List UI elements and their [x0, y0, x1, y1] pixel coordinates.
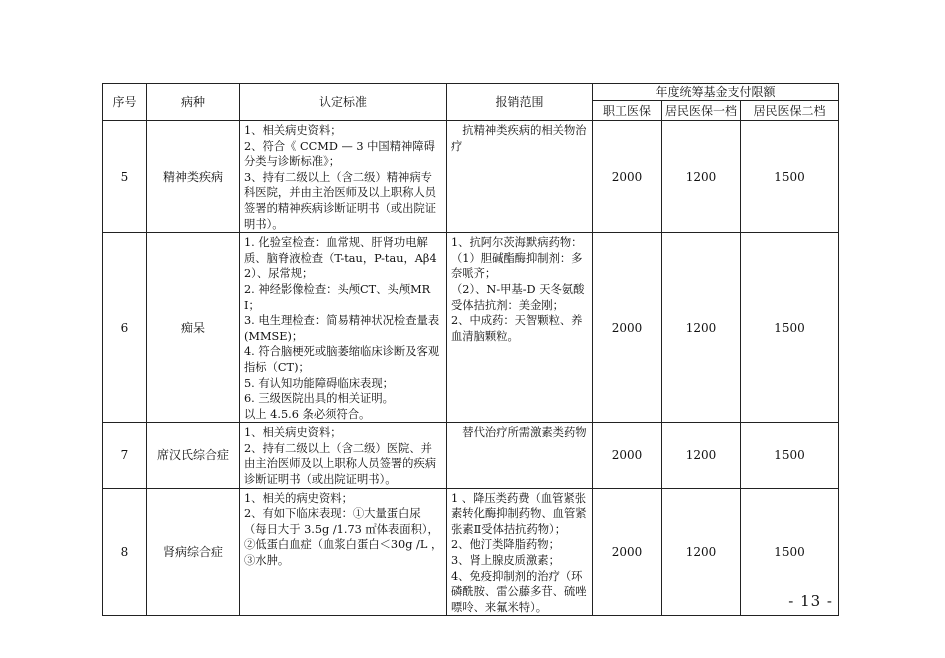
row-disease: 精神类疾病: [147, 121, 240, 233]
scope-line: 2、他汀类降脂药物；: [451, 538, 560, 552]
insurance-disease-table: [102, 83, 839, 616]
criteria-line: 4. 符合脑梗死或脑萎缩临床诊断及客观指标（CT)；: [244, 345, 440, 374]
row-limit-resident-2: 1500: [741, 233, 839, 423]
row-limit-employee: 2000: [593, 121, 662, 233]
row-limit-resident-1: 1200: [662, 488, 741, 616]
criteria-line: 5. 有认知功能障碍临床表现；: [244, 376, 394, 390]
row-scope: [447, 233, 593, 423]
criteria-line: 1、相关的病史资料；: [244, 491, 353, 505]
row-seq: 8: [103, 488, 147, 616]
scope-line: （1）胆碱酯酶抑制剂：多奈哌齐；: [451, 251, 583, 281]
scope-line: 1 、降压类药费（血管紧张素转化酶抑制药物、血管紧张素Ⅱ受体拮抗药物）；: [451, 491, 587, 536]
header-limit-group: 年度统筹基金支付限额: [593, 84, 839, 101]
row-limit-resident-2: 1500: [741, 423, 839, 488]
row-limit-resident-2: 1500: [741, 121, 839, 233]
row-disease: 席汉氏综合症: [147, 423, 240, 488]
header-criteria: 认定标准: [240, 84, 447, 121]
header-resident-tier2: 居民医保二档: [741, 101, 839, 121]
criteria-line: 6. 三级医院出具的相关证明。: [244, 392, 394, 406]
row-limit-resident-2: 1500: [741, 488, 839, 616]
criteria-line: 1、相关病史资料；: [244, 426, 342, 440]
criteria-line: 3、持有二级以上（含二级）精神病专科医院，并由主治医师及以上职称人员签署的精神疾病诊断证明书（或出院证明书）。: [244, 170, 437, 231]
scope-line: 替代治疗所需激素类药物: [451, 426, 587, 440]
scope-line: 抗精神类疾病的相关物治疗: [451, 124, 587, 153]
row-criteria: [240, 121, 447, 233]
criteria-line: 2. 神经影像检查：头颅CT、头颅MRI；: [244, 282, 431, 312]
row-limit-employee: 2000: [593, 233, 662, 423]
row-limit-employee: 2000: [593, 488, 662, 616]
row-seq: 7: [103, 423, 147, 488]
row-limit-employee: 2000: [593, 423, 662, 488]
criteria-line: 1、相关病史资料；: [244, 124, 342, 137]
row-limit-resident-1: 1200: [662, 233, 741, 423]
scope-line: 4、免疫抑制剂的治疗（环磷酰胺、雷公藤多苷、硫唑嘌呤、来氟米特）。: [451, 569, 587, 614]
criteria-line: 2、有如下临床表现：①大量蛋白尿（每日大于 3.5g /1.73 ㎡体表面积），②低蛋白血症（血浆白蛋白＜30g /L ，③水肿。: [244, 507, 443, 568]
row-seq: 5: [103, 121, 147, 233]
row-seq: 6: [103, 233, 147, 423]
criteria-line: 3. 电生理检查：简易精神状况检查量表(MMSE)；: [244, 314, 440, 343]
criteria-line: 2、持有二级以上（含二级）医院、并由主治医师及以上职称人员签署的疾病诊断证明书（或出院证明书）。: [244, 441, 437, 487]
scope-line: （2）、N-甲基-D 天冬氨酸受体拮抗剂：美金刚；: [451, 282, 585, 312]
table-row: [103, 233, 839, 423]
criteria-line: 2、符合《 CCMD — 3 中国精神障碍分类与诊断标准》；: [244, 139, 435, 169]
criteria-line: 以上 4.5.6 条必须符合。: [244, 407, 371, 421]
criteria-line: 1. 化验室检查：血常规、肝肾功电解质、脑脊液检查（T-tau，P-tau，Aβ42）、尿常规；: [244, 236, 437, 281]
row-criteria: [240, 233, 447, 423]
header-scope: 报销范围: [447, 84, 593, 121]
table-row: [103, 488, 839, 616]
row-scope: [447, 121, 593, 233]
scope-line: 1、抗阿尔茨海默病药物：: [451, 236, 583, 250]
header-disease: 病种: [147, 84, 240, 121]
row-disease: 痴呆: [147, 233, 240, 423]
page-number: - 13 -: [788, 592, 833, 610]
table-row: [103, 423, 839, 488]
header-resident-tier1: 居民医保一档: [662, 101, 741, 121]
header-seq: 序号: [103, 84, 147, 121]
scope-line: 2、中成药：天智颗粒、养血清脑颗粒。: [451, 314, 583, 343]
row-criteria: [240, 423, 447, 488]
row-disease: 肾病综合症: [147, 488, 240, 616]
header-employee-insurance: 职工医保: [593, 101, 662, 121]
scope-line: 3、肾上腺皮质激素；: [451, 554, 560, 568]
row-limit-resident-1: 1200: [662, 121, 741, 233]
row-limit-resident-1: 1200: [662, 423, 741, 488]
table-row: [103, 121, 839, 233]
row-scope: [447, 423, 593, 488]
row-scope: [447, 488, 593, 616]
row-criteria: [240, 488, 447, 616]
